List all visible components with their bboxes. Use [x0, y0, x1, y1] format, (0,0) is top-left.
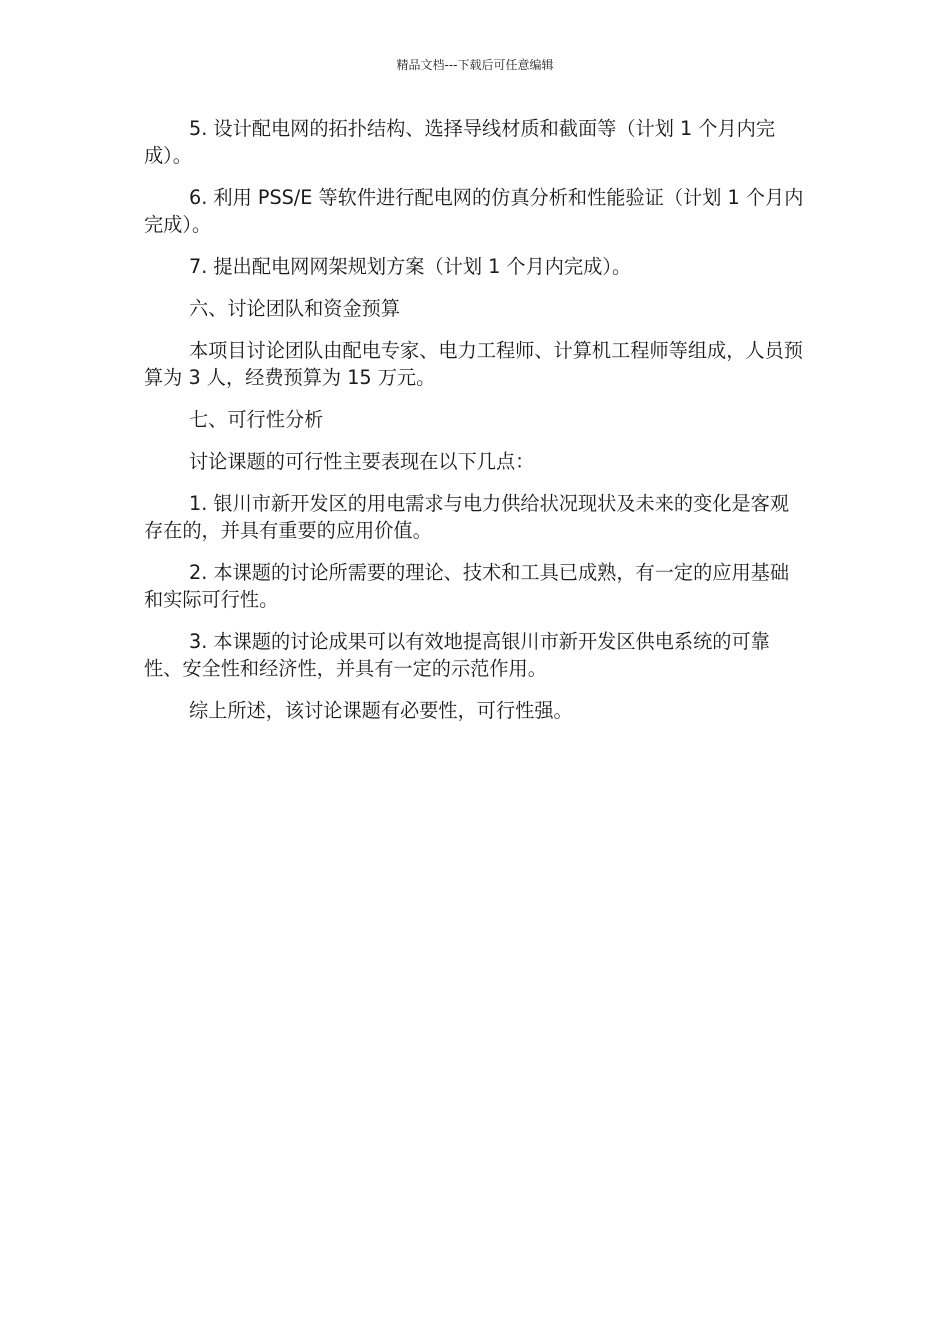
paragraph-conclusion: 综上所述，该讨论课题有必要性，可行性强。 — [189, 699, 573, 722]
paragraph-feasibility-point-3: 3. 本课题的讨论成果可以有效地提高银川市新开发区供电系统的可靠性、安全性和经济性，并具有一定的示范作用。 — [144, 630, 770, 680]
page-header: 精品文档---下载后可任意编辑 — [396, 58, 554, 72]
paragraph-feasibility-point-2: 2. 本课题的讨论所需要的理论、技术和工具已成熟，有一定的应用基础和实际可行性。 — [144, 561, 790, 611]
section-heading-team-budget: 六、讨论团队和资金预算 — [189, 297, 401, 320]
paragraph-step-5: 5. 设计配电网的拓扑结构、选择导线材质和截面等（计划 1 个月内完成）。 — [144, 117, 776, 167]
paragraph-feasibility-point-1: 1. 银川市新开发区的用电需求与电力供给状况现状及未来的变化是客观存在的，并具有重要的应用价值。 — [144, 492, 790, 542]
document-body — [144, 115, 808, 739]
paragraph-team-budget: 本项目讨论团队由配电专家、电力工程师、计算机工程师等组成，人员预算为 3 人，经费预算为 15 万元。 — [144, 339, 803, 389]
paragraph-feasibility-intro: 讨论课题的可行性主要表现在以下几点： — [189, 450, 535, 473]
paragraph-step-7: 7. 提出配电网网架规划方案（计划 1 个月内完成）。 — [189, 255, 632, 278]
section-heading-feasibility: 七、可行性分析 — [189, 408, 324, 431]
paragraph-step-6: 6. 利用 PSS/E 等软件进行配电网的仿真分析和性能验证（计划 1 个月内完成）。 — [144, 186, 804, 236]
